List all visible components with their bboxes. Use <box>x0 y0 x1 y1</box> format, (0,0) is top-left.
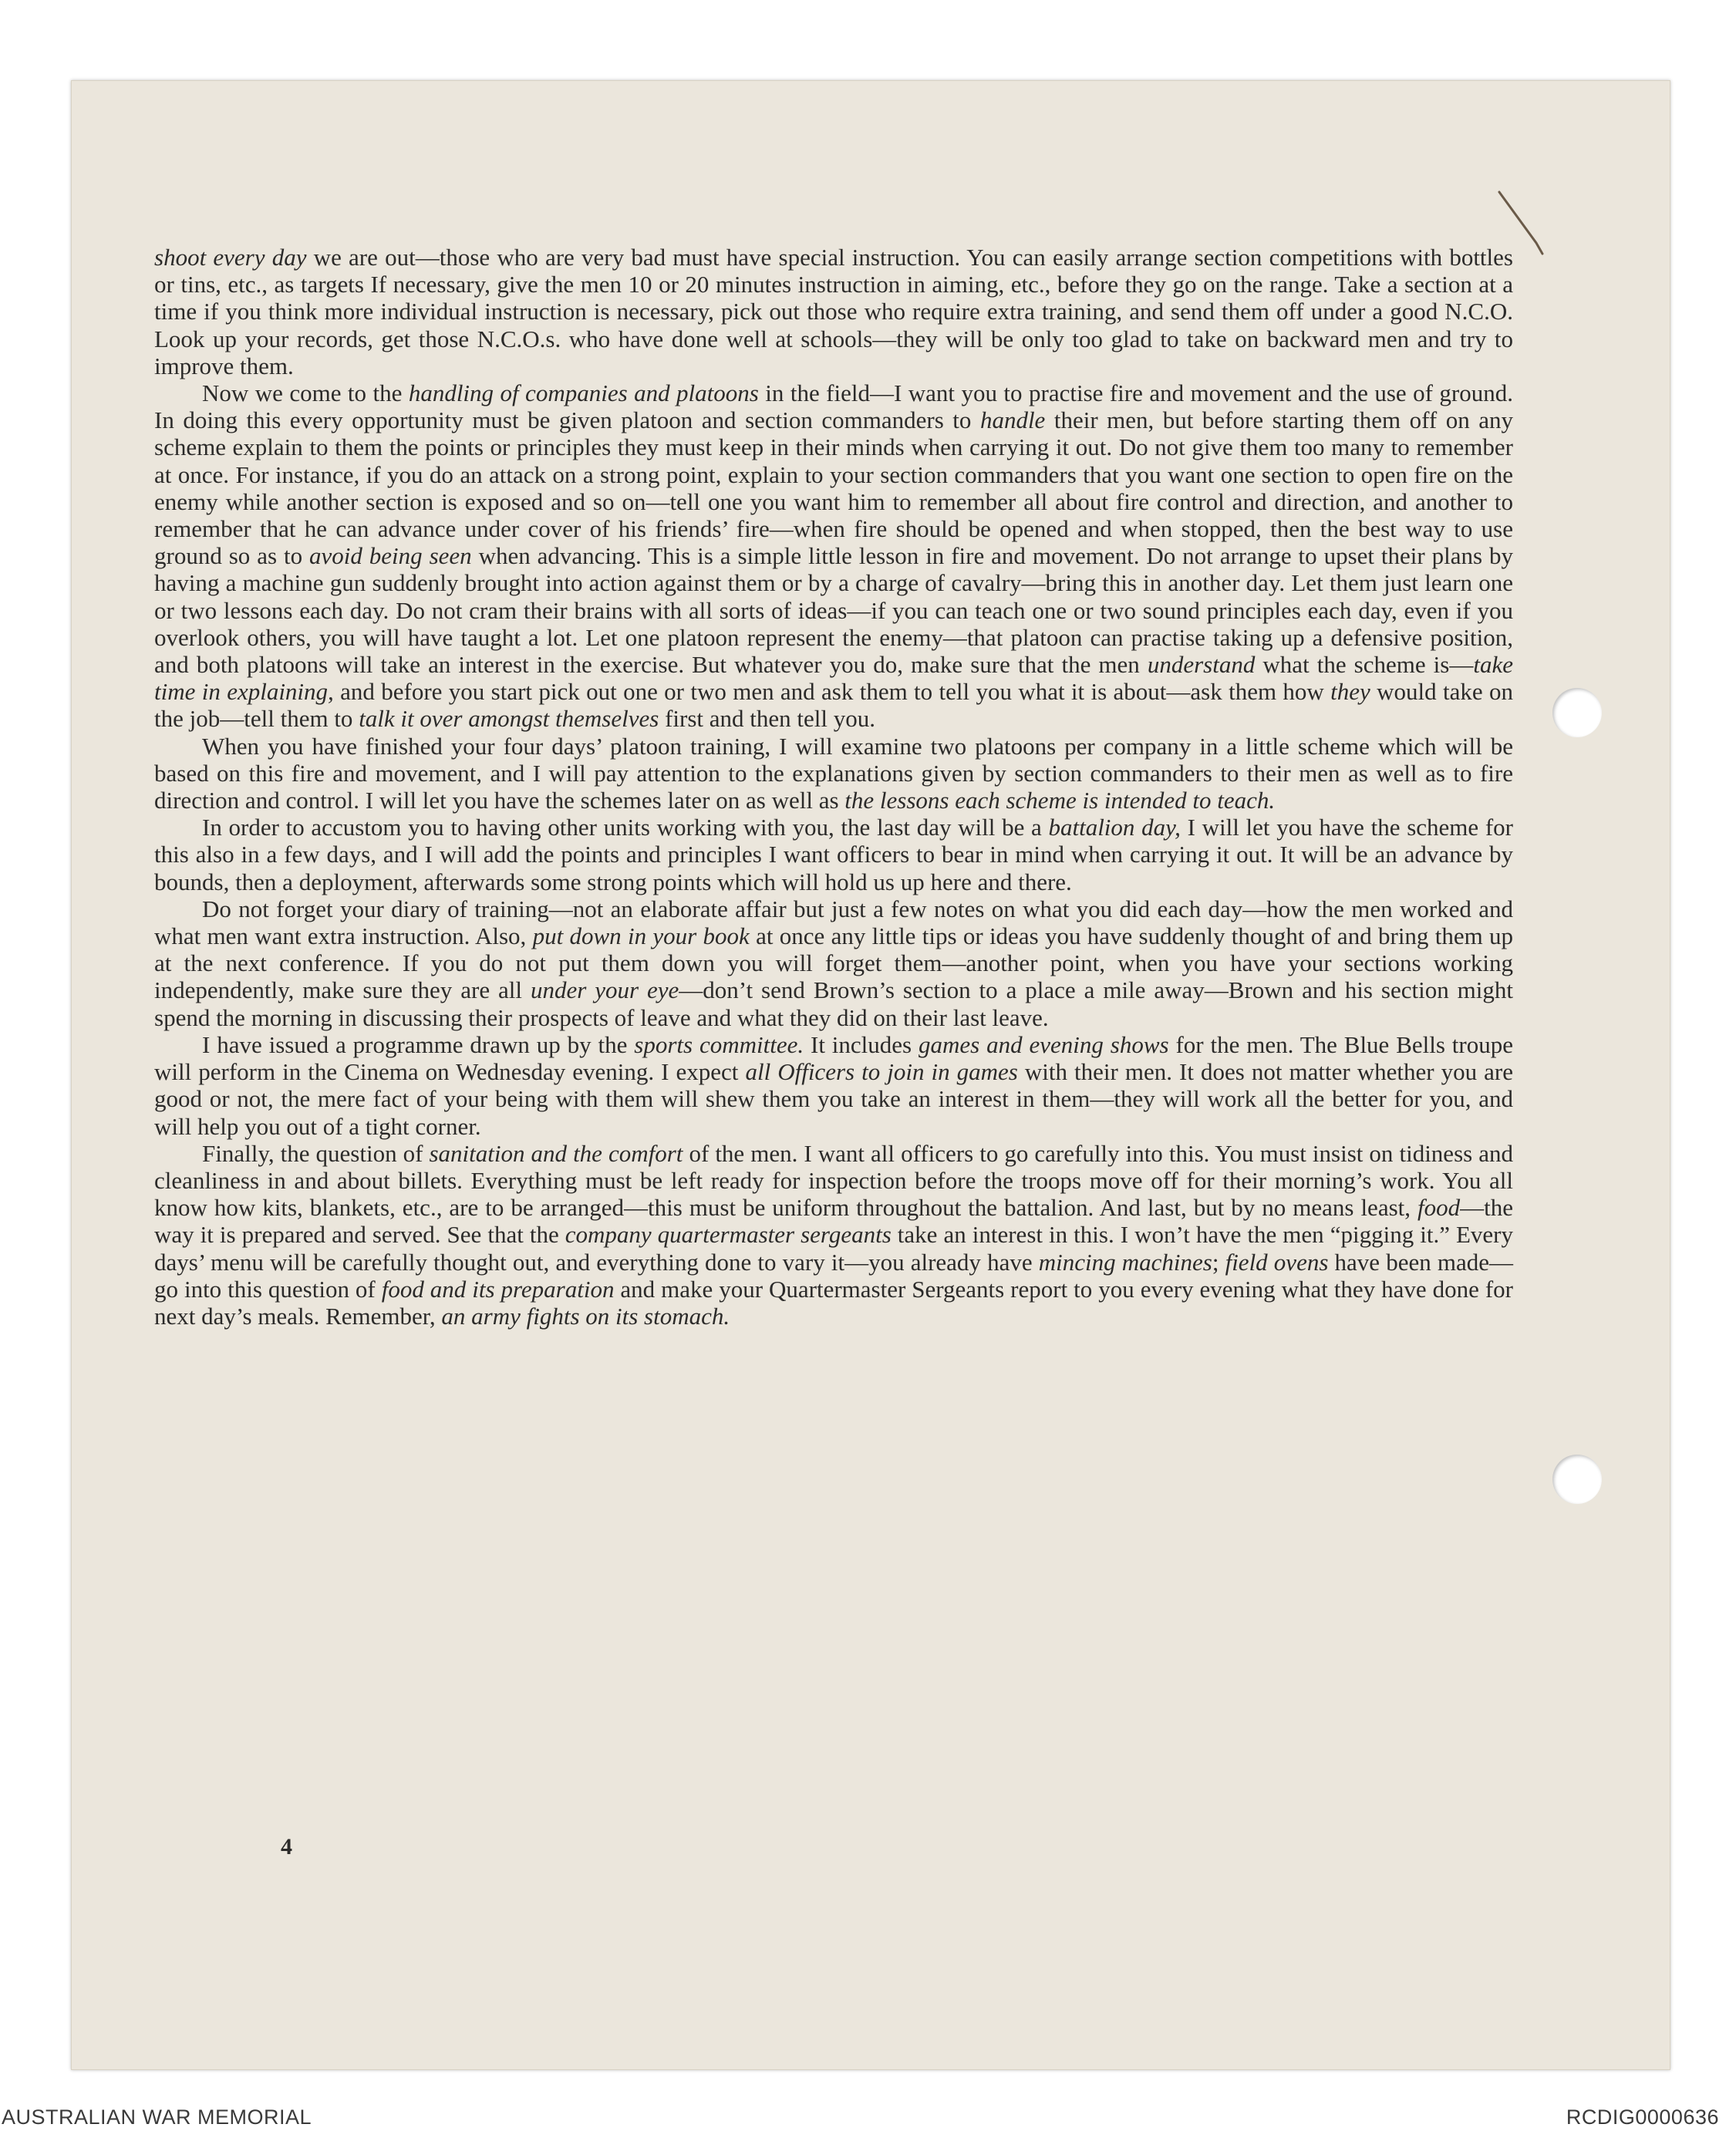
text-run: and before you start pick out one or two men and ask them to tell you what it is about—ask them how <box>333 678 1331 706</box>
punch-hole <box>1552 1455 1602 1504</box>
emphasis-text: an army fights on its stomach. <box>441 1302 730 1330</box>
text-run: In order to accustom you to having other units working with you, the last day will be a <box>202 814 1049 841</box>
text-run: their men, but before starting them off on any scheme explain to them the points or principles they must keep in their minds when carrying it out. Do not give them too many to remember at once. For instance, if you do an attack on a strong point, explain to your section commanders that you want one section to open fire on the enemy while another section is exposed and so on—tell one you want him to remember all about fire control and direction, and another to remember that he can advance under cover of his friends’ fire—when fire should be opened and when stopped, then the best way to use ground so as to <box>154 406 1513 570</box>
text-run: Do not forget your diary of training—not an elaborate affair but just a few notes on what you did each day—how the men worked and what men want extra instruction. Also, <box>154 895 1513 950</box>
paragraph <box>154 895 1513 1031</box>
emphasis-text: company quartermaster sergeants <box>565 1221 892 1249</box>
emphasis-text: sanitation and the comfort <box>429 1139 683 1167</box>
emphasis-text: food and its preparation <box>381 1275 615 1303</box>
text-run: It includes <box>804 1030 919 1058</box>
emphasis-text: games and evening shows <box>919 1030 1169 1058</box>
emphasis-text: take time in explaining, <box>154 651 1514 706</box>
emphasis-text: avoid being seen <box>309 542 472 570</box>
text-run: When you have finished your four days’ platoon training, I will examine two platoons per company in a little scheme which will be based on this fire and movement, and I will pay attention to the explanations given by section commanders to their men as well as to fire direction and control. I will let you have the schemes later on as well as <box>154 732 1513 814</box>
text-run: Now we come to the <box>202 379 409 407</box>
emphasis-text: under your eye <box>530 976 679 1004</box>
paragraph <box>154 379 1513 733</box>
footer-institution: AUSTRALIAN WAR MEMORIAL <box>2 2106 312 2129</box>
emphasis-text: they <box>1330 678 1370 706</box>
paragraph <box>154 1140 1513 1330</box>
paragraph <box>154 244 1513 379</box>
text-run: and make your Quartermaster Sergeants report to you every evening what they have done for next day’s meals. Remember, <box>154 1275 1513 1330</box>
text-run: would take on the job—tell them to <box>154 678 1514 733</box>
text-run: Finally, the question of <box>202 1139 430 1167</box>
paragraph <box>154 1031 1513 1140</box>
text-run: at once any little tips or ideas you have suddenly thought of and bring them up at the next conference. If you do not put them down you will forget them—another point, when you have your sections working independently, make sure they are all <box>154 922 1514 1004</box>
paragraph <box>154 733 1513 814</box>
emphasis-text: battalion day, <box>1048 814 1181 841</box>
text-run: for the men. The Blue Bells troupe will perform in the Cinema on Wednesday evening. I expect <box>154 1030 1514 1086</box>
text-run: with their men. It does not matter whether you are good or not, the mere fact of your being with them will shew them you take an interest in them—they will work all the better for you, and will help you out of a tight corner. <box>154 1058 1513 1140</box>
text-run: we are out—those who are very bad must have special instruction. You can easily arrange section competitions with bottles or tins, etc., as targets If necessary, give the men 10 or 20 minutes instruction in aiming, etc., before they go on the range. Take a section at a time if you think more individual instruction is necessary, pick out those who require extra training, and send them off under a good N.C.O. Look up your records, get those N.C.O.s. who have done well at schools—they will be only too glad to take on backward men and try to improve them. <box>154 244 1513 379</box>
text-run: I will let you have the scheme for this also in a few days, and I will add the points and principles I want officers to bear in mind when carrying it out. It will be an advance by bounds, then a deployment, afterwards some strong points which will hold us up here and there. <box>154 814 1513 895</box>
emphasis-text: talk it over amongst themselves <box>359 705 659 733</box>
emphasis-text: shoot every day <box>154 244 307 271</box>
emphasis-text: field ovens <box>1225 1248 1329 1276</box>
emphasis-text: sports committee. <box>634 1030 804 1058</box>
page-number: 4 <box>281 1834 292 1859</box>
footer-identifier: RCDIG0000636 <box>1566 2106 1719 2129</box>
text-run: first and then tell you. <box>659 705 875 733</box>
text-run: I have issued a programme drawn up by the <box>202 1030 635 1058</box>
emphasis-text: understand <box>1147 651 1256 679</box>
emphasis-text: mincing machines <box>1038 1248 1212 1276</box>
emphasis-text: handling of companies and platoons <box>408 379 759 407</box>
body-text <box>154 244 1513 1330</box>
emphasis-text: the lessons each scheme is intended to teach. <box>844 787 1276 814</box>
text-run: what the scheme is— <box>1255 651 1474 679</box>
punch-hole <box>1552 688 1602 737</box>
text-run: when advancing. This is a simple little lesson in fire and movement. Do not arrange to upset their plans by having a machine gun suddenly brought into action against them or by a charge of cavalry—bring this in another day. Let them just learn one or two lessons each day. Do not cram their brains with all sorts of ideas—if you can teach one or two sound principles each day, even if you overlook others, you will have taught a lot. Let one platoon represent the enemy—that platoon can practise taking up a defensive position, and both platoons will take an interest in the exercise. But whatever you do, make sure that the men <box>154 542 1514 679</box>
paragraph <box>154 814 1513 895</box>
text-run: —don’t send Brown’s section to a place a mile away—Brown and his section might spend the morning in discussing their prospects of leave and what they did on their last leave. <box>154 976 1513 1031</box>
emphasis-text: food <box>1417 1194 1461 1222</box>
emphasis-text: put down in your book <box>532 922 750 950</box>
emphasis-text: handle <box>979 406 1046 434</box>
text-run: have been made—go into this question of <box>154 1248 1513 1303</box>
text-run: take an interest in this. I won’t have the men “pigging it.” Every days’ menu will be carefully thought out, and everything done to vary it—you already have <box>154 1221 1514 1276</box>
emphasis-text: all Officers to join in games <box>745 1058 1018 1086</box>
text-run: of the men. I want all officers to go carefully into this. You must insist on tidiness and cleanliness in and about billets. Everything must be left ready for inspection before the troops move off for their morning’s work. You all know how kits, blankets, etc., are to be arranged—this must be uniform throughout the battalion. And last, but by no means least, <box>154 1139 1513 1222</box>
text-run: ; <box>1212 1248 1225 1276</box>
text-run: —the way it is prepared and served. See that the <box>154 1194 1513 1249</box>
text-run: in the field—I want you to practise fire and movement and the use of ground. In doing this every opportunity must be given platoon and section commanders to <box>154 379 1513 434</box>
